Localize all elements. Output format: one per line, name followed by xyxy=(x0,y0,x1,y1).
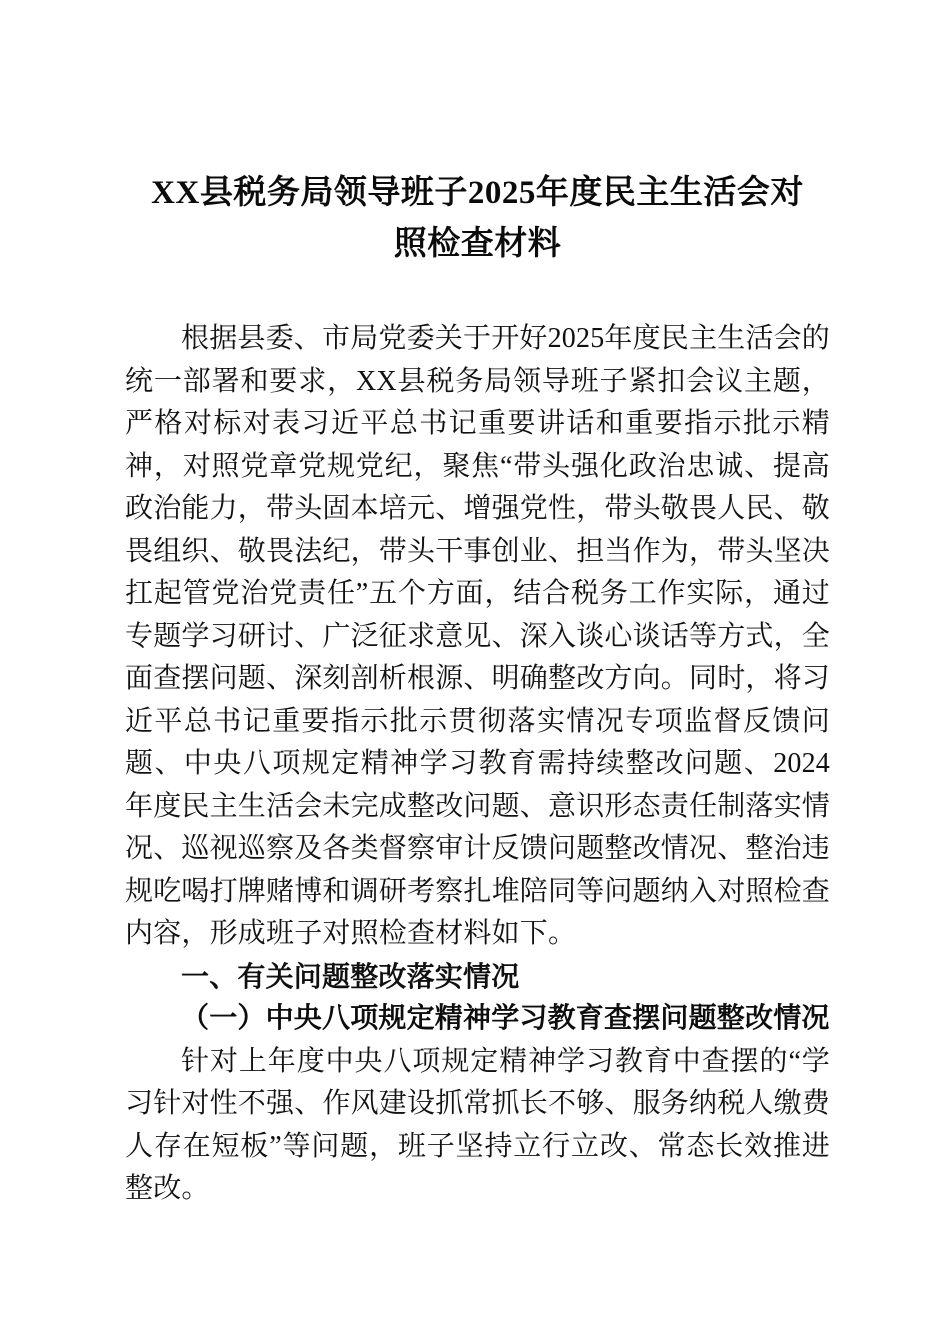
page-title-line-1: XX县税务局领导班子2025年度民主生活会对 xyxy=(151,175,804,211)
section-heading-1: 一、有关问题整改落实情况 xyxy=(181,960,520,992)
page-title-line-2: 照检查材料 xyxy=(393,226,562,262)
page-title xyxy=(125,168,830,270)
subsection-body-1-1: 针对上年度中央八项规定精神学习教育中查摆的“学习针对性不强、作风建设抓常抓长不够、服务纳税人缴费人存在短板”等问题，班子坚持立行立改、常态长效推进整改。 xyxy=(125,1045,831,1204)
subsection-heading-1-1: （一）中央八项规定精神学习教育查摆问题整改情况 xyxy=(181,1003,830,1034)
opening-paragraph: 根据县委、市局党委关于开好2025年度民主生活会的统一部署和要求，XX县税务局领导班子紧扣会议主题，严格对标对表习近平总书记重要讲话和重要指示批示精神，对照党章党规党纪，聚焦“带头强化政治忠诚、提高政治能力，带头固本培元、增强党性，带头敬畏人民、敬畏组织、敬畏法纪，带头干事创业、担当作为，带头坚决扛起管党治党责任”五个方面，结合税务工作实际，通过专题学习研讨、广泛征求意见、深入谈心谈话等方式，全面查摆问题、深刻剖析根源、明确整改方向。同时，将习近平总书记重要指示批示贯彻落实情况专项监督反馈问题、中央八项规定精神学习教育需持续整改问题、2024年度民主生活会未完成整改问题、意识形态责任制落实情况、巡视巡察及各类督察审计反馈问题整改情况、整治违规吃喝打牌赌博和调研考察扎堆陪同等问题纳入对照检查内容，形成班子对照检查材料如下。 xyxy=(125,323,831,949)
